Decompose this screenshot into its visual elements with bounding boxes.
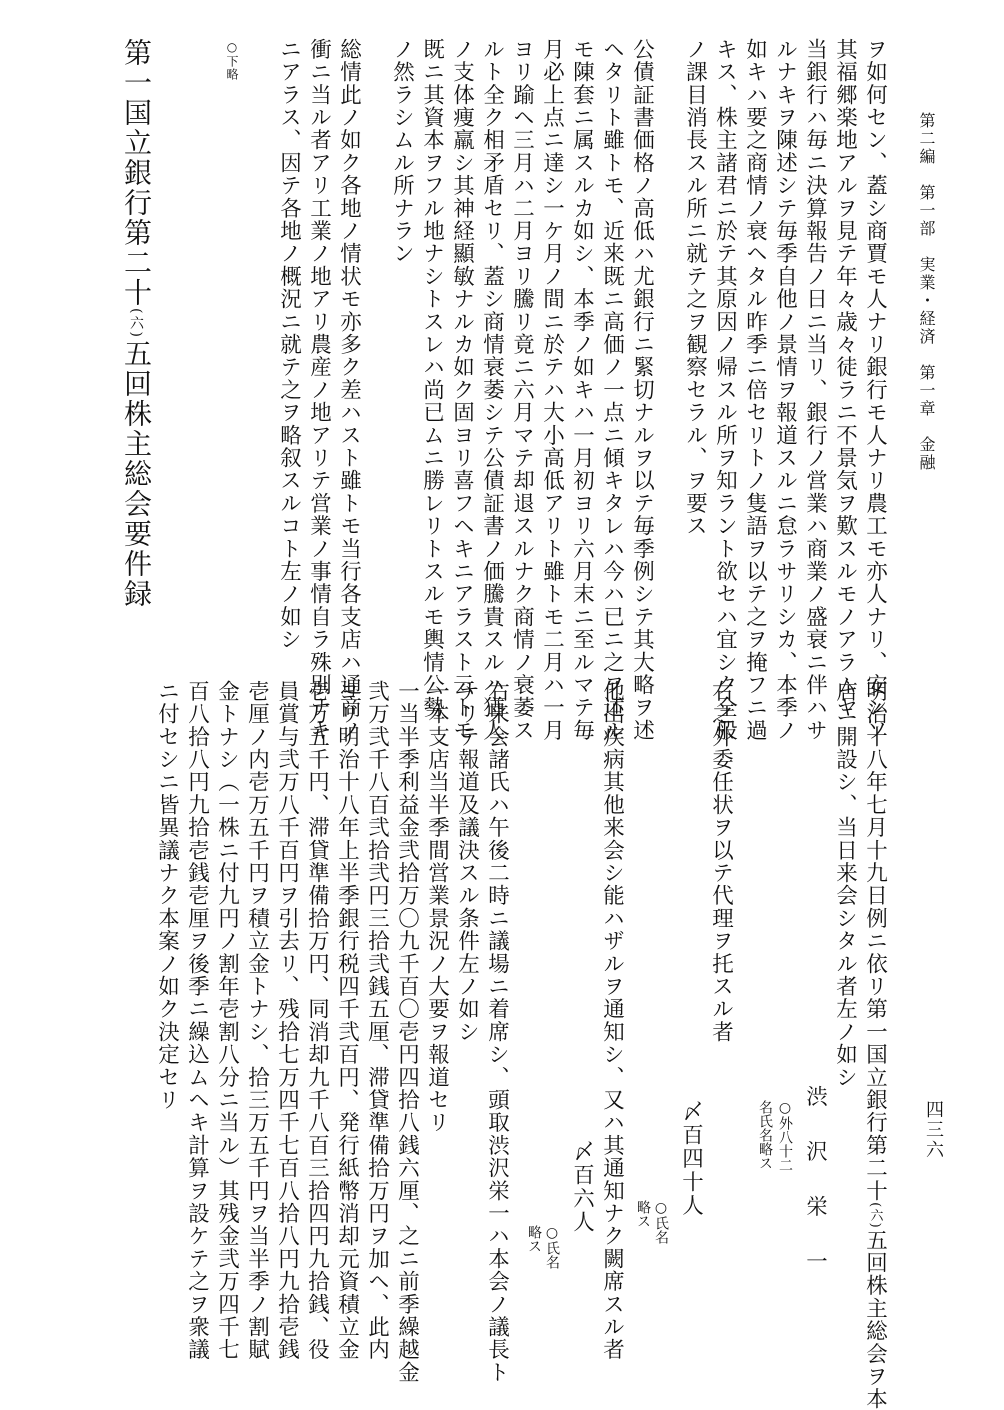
lower-line1-ruby: (六) xyxy=(867,1202,883,1229)
lower-line: ニ付セシニ皆異議ナク本案ノ如ク決定セリ xyxy=(154,680,180,1112)
upper-line: ノ然ラシムル所ナラン xyxy=(389,38,415,265)
upper-line: 衝ニ当ル者アリ工業ノ地アリ農産ノ地アリテ営業ノ事情自ラ殊別ナキ xyxy=(306,38,332,742)
upper-line: 其福郷楽地アルヲ見テ年々歳々徒ラニ不景気ヲ歎スルモノアラムヤ xyxy=(832,38,858,719)
upper-line: 当銀行ハ毎ニ決算報告ノ日ニ当リ、銀行ノ営業ハ商業ノ盛衰ニ伴ハサ xyxy=(802,38,828,742)
lower-line: 壱万五千円、滞貸準備拾万円、同消却九千八百三拾四円九拾銭、役 xyxy=(304,680,330,1361)
chair-note-a: ○外八十二 xyxy=(777,1100,793,1172)
lower-line: 右之外委任状ヲ以テ代理ヲ托スル者 xyxy=(708,680,734,1044)
absent-note-b: 略ス xyxy=(526,1225,542,1253)
upper-line: ヲ如何セン、蓋シ商賈モ人ナリ銀行モ人ナリ農工モ亦人ナリ、安ンソ xyxy=(862,38,888,742)
section-title-b: 五回株主総会要件録 xyxy=(120,338,153,609)
omitted-note: ○下略 xyxy=(225,40,239,81)
upper-line: ルナキヲ陳述シテ毎季自他ノ景情ヲ報道スルニ怠ラサリシカ、本季ノ xyxy=(772,38,798,742)
lower-line: 弐万弐千八百弐拾弐円三拾弐銭五厘、滞貸準備拾万円ヲ加ヘ、此内 xyxy=(364,680,390,1361)
absent-note-a: ○氏名 xyxy=(544,1225,560,1269)
lower-line: 店ニ開設シ、当日来会シタル者左ノ如シ xyxy=(832,680,858,1089)
section-title-a: 第一国立銀行第二十 xyxy=(120,38,153,308)
upper-line: 如キハ要之商情ノ衰ヘタル昨季ニ倍セリトノ隻語ヲ以テ之ヲ掩フニ過 xyxy=(742,38,768,742)
lower-line1-a: 明治十八年七月十九日例ニ依リ第一国立銀行第二十 xyxy=(862,680,888,1203)
lower-line: ヨリ明治十八年上半季銀行税四千弐百円、発行紙幣消却元資積立金 xyxy=(334,680,360,1361)
upper-line: ヘタリト雖トモ、近来既ニ高価ノ一点ニ傾キタレハ今ハ已ニ之ヲ述ル xyxy=(599,38,625,742)
upper-line: ノ課目消長スル所ニ就テ之ヲ観察セラル、ヲ要ス xyxy=(682,38,708,538)
upper-line: ルト全ク相矛盾セリ、蓋シ商情衰萎シテ公債証書ノ価騰貴スルハ猶人 xyxy=(479,38,505,742)
proxy-note-a: ○氏名 xyxy=(653,1200,669,1244)
lower-line xyxy=(864,680,886,1410)
lower-line: 百八拾八円九拾壱銭壱厘ヲ後季ニ繰込ムヘキ計算ヲ設ケテ之ヲ衆議 xyxy=(184,680,210,1361)
upper-line: ヨリ踰ヘ三月ハ二月ヨリ騰リ竟ニ六月マテ却退スルナク商情ノ衰萎ス xyxy=(509,38,535,742)
running-header: 第二編 第一部 実業・経済 第一章 金融 xyxy=(917,112,936,472)
lower-line1-b: 五回株主総会ヲ本 xyxy=(862,1228,888,1410)
proxy-note-b: 略ス xyxy=(635,1200,651,1228)
upper-line: ノ支体痩羸シ其神経顯敏ナルカ如ク固ヨリ喜フヘキニアラスト云トモ xyxy=(449,38,475,742)
lower-line: 一当半季利益金弐拾万〇九千百〇壱円四拾八銭六厘、之ニ前季繰越金 xyxy=(394,680,420,1384)
lower-line: ナリテ報道及議決スル条件左ノ如シ xyxy=(454,680,480,1044)
lower-line: 一本支店当半季間営業景況ノ大要ヲ報道セリ xyxy=(424,680,450,1134)
upper-line: キス、株主諸君ニ於テ其原因ノ帰スル所ヲ知ラント欲セハ宜シク全般 xyxy=(712,38,738,742)
lower-line: 員賞与弐万八千百円ヲ引去リ、残拾七万四千七百八拾八円九拾壱銭 xyxy=(274,680,300,1361)
absent-count: 〆百六人 xyxy=(569,1140,595,1234)
proxy-count: 〆百四十人 xyxy=(678,1100,704,1218)
upper-line: 公債証書価格ノ高低ハ尤銀行ニ緊切ナルヲ以テ毎季例シテ其大略ヲ述 xyxy=(629,38,655,742)
upper-line: 既ニ其資本ヲフル地ナシトスレハ尚已ムニ勝レリトスルモ輿情公勢 xyxy=(419,38,445,719)
upper-line: ニアラス、因テ各地ノ概況ニ就テ之ヲ略叙スルコト左ノ如シ xyxy=(276,38,302,651)
lower-line: 壱厘ノ内壱万五千円ヲ積立金トナシ、拾三万五千円ヲ当半季ノ割賦 xyxy=(244,680,270,1361)
lower-line: 他出疾病其他来会シ能ハザルヲ通知シ、又ハ其通知ナク闕席スル者 xyxy=(599,680,625,1361)
upper-line: 月必上点ニ達シ一ケ月ノ間ニ於テハ大小高低アリト雖トモ二月ハ一月 xyxy=(539,38,565,742)
lower-line: 金トナシ（一株ニ付九円ノ割年壱割八分ニ当ル）其残金弐万四千七 xyxy=(214,680,240,1361)
page-number: 四三六 xyxy=(923,1100,944,1160)
chair-note-b: 名氏名略ス xyxy=(757,1100,773,1170)
chair-name: 渋 沢 栄 一 xyxy=(802,1085,828,1278)
section-title-ruby: (六) xyxy=(128,308,144,339)
upper-line: 総情此ノ如ク各地ノ情状モ亦多ク差ハスト雖トモ当行各支店ハ通商ノ xyxy=(336,38,362,742)
lower-line: 右来会諸氏ハ午後二時ニ議場ニ着席シ、頭取渋沢栄一ハ本会ノ議長ト xyxy=(484,680,510,1384)
section-title xyxy=(120,38,153,609)
upper-line: モ陳套ニ属スルカ如シ、本季ノ如キハ一月初ヨリ六月末ニ至ルマテ毎 xyxy=(569,38,595,742)
